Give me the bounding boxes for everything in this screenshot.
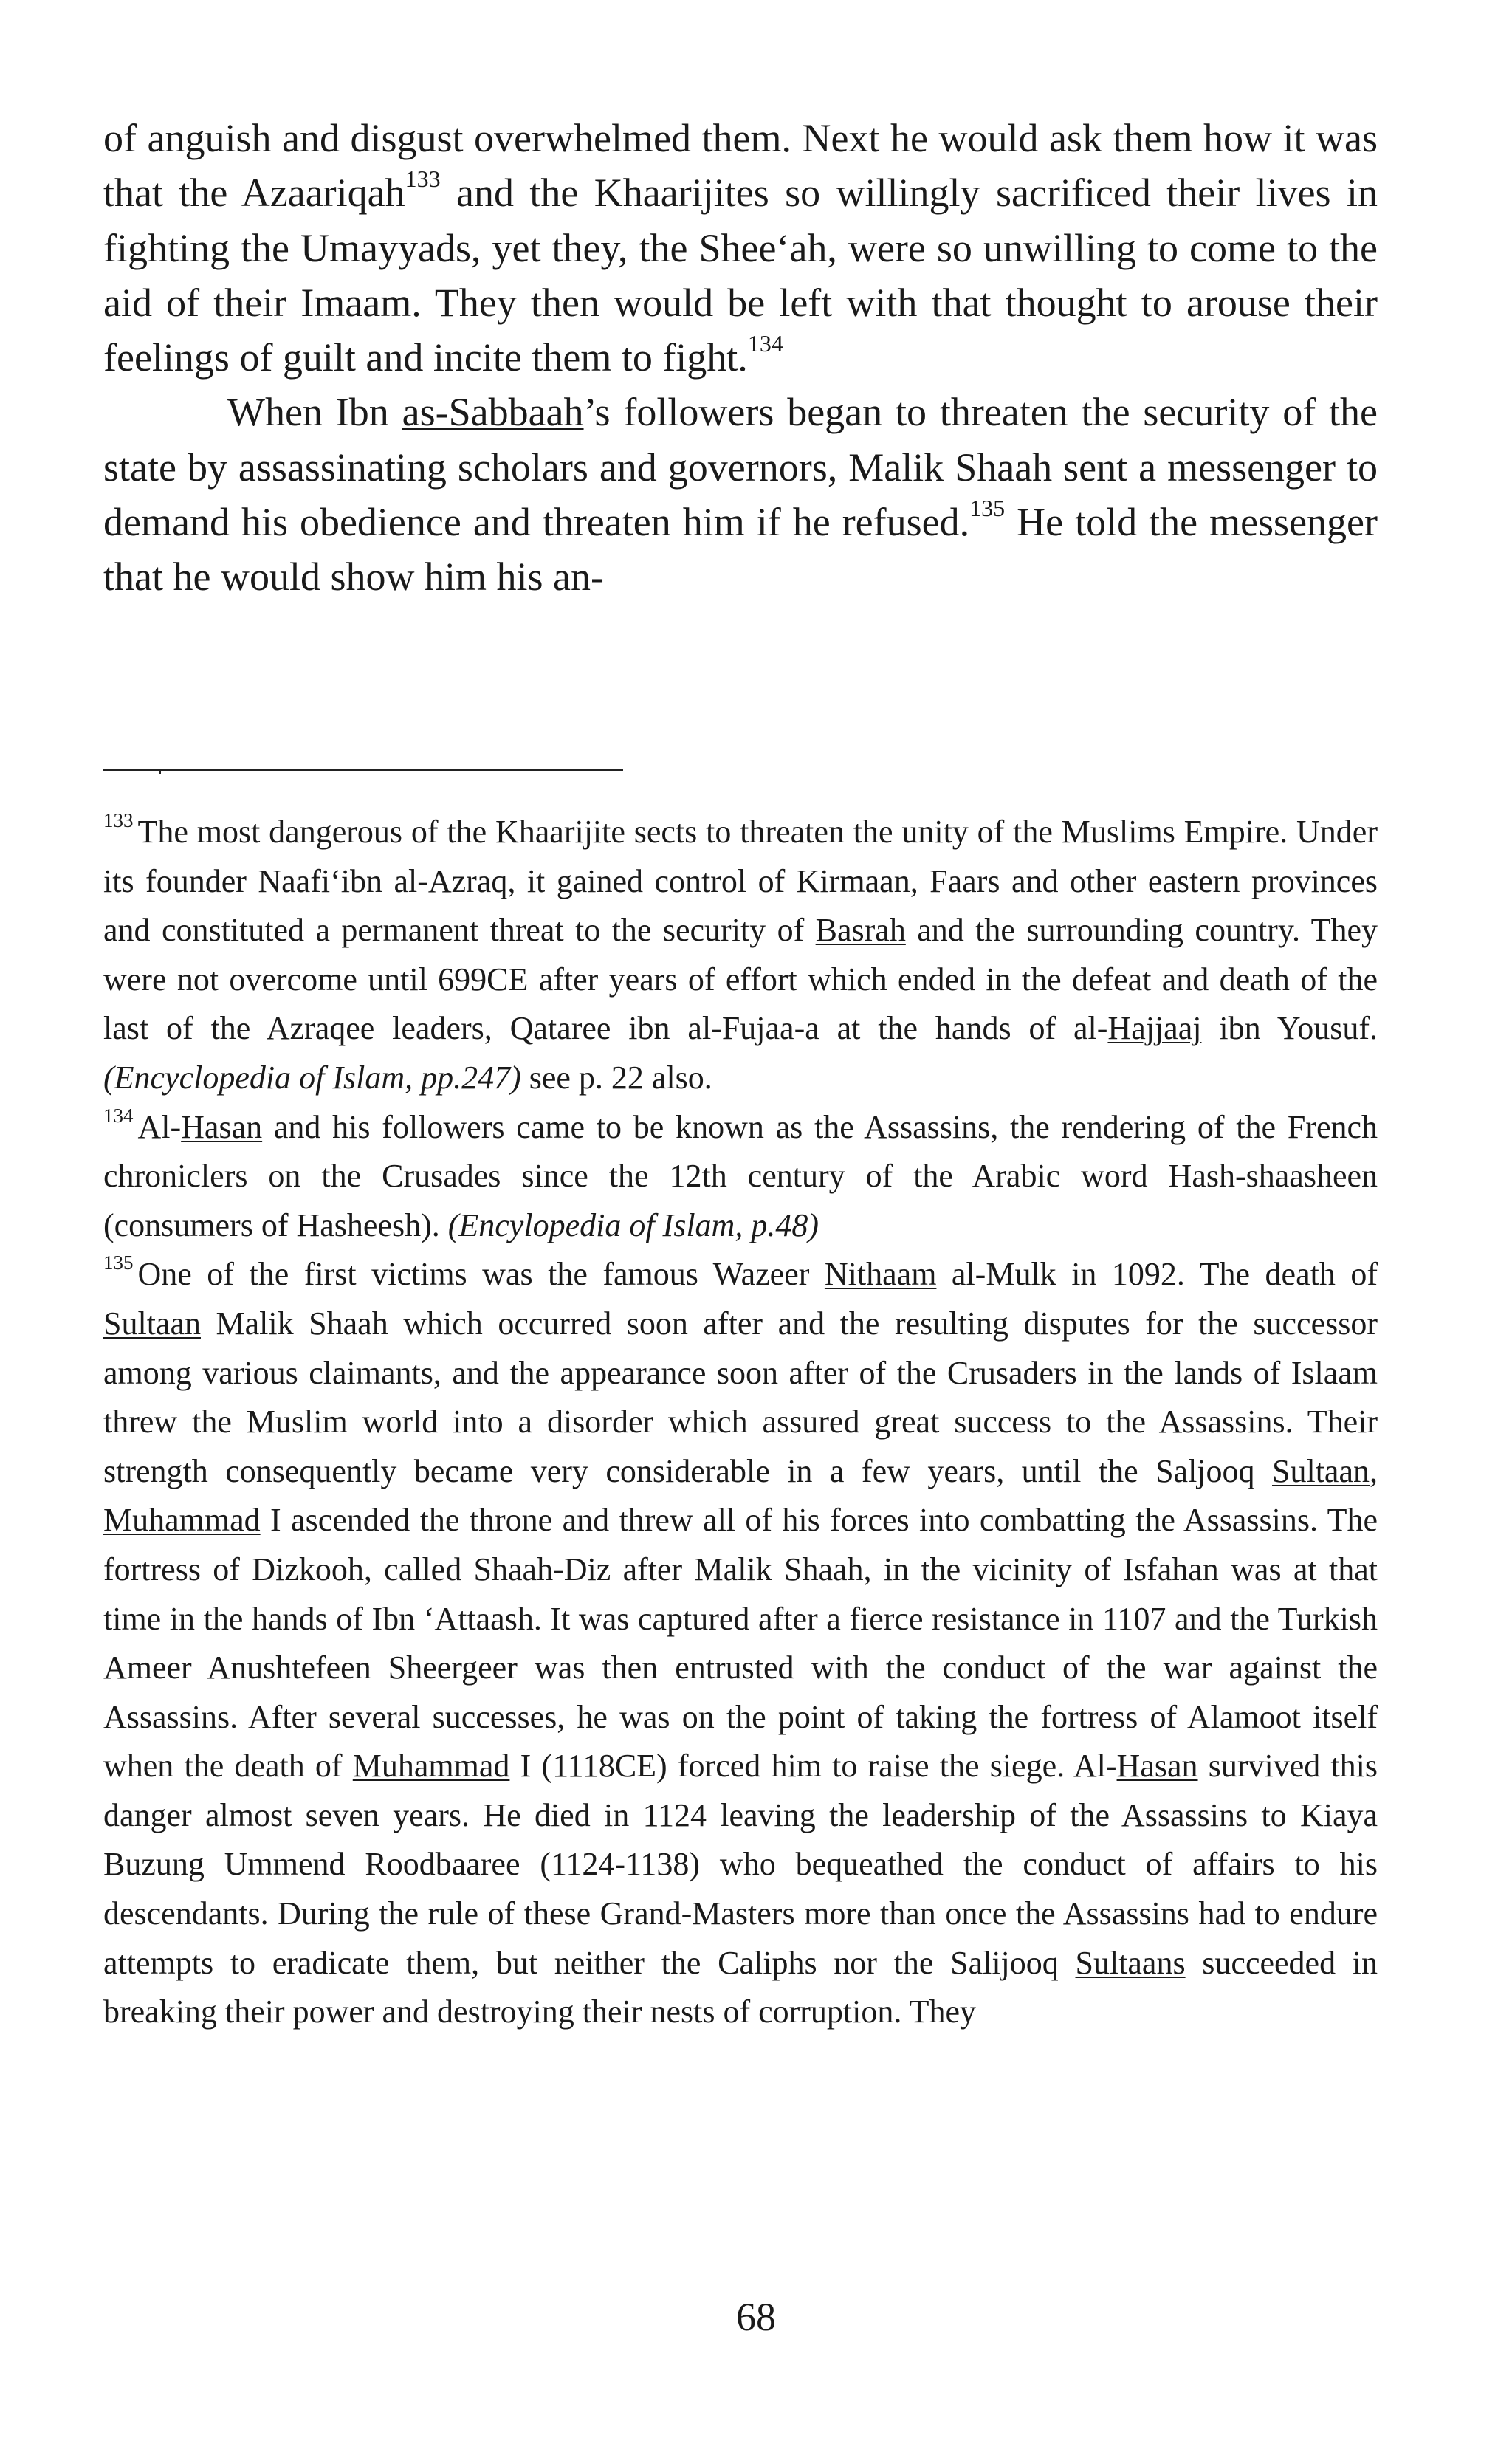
text-run: of anguish and disgust overwhelmed them. Next he would ask them how it was that the Azaariqah [103,116,1378,216]
text-run: succeeded in breaking their power and destroying their nests of corruption. They [103,1944,1378,2030]
footnote-ref-133[interactable]: 133 [405,165,441,193]
paragraph-2 [103,385,1378,604]
text-run: The most dangerous of the Khaarijite sects to threaten the unity of the Muslims Empire. Under its founder Naafi‘ibn al-Azraq, it gained control of Kirmaan, Faars and other eastern provinces and constituted a permanent threat to the security of [103,814,1378,949]
underlined-term: Muhammad [352,1748,510,1785]
paragraph-1 [103,111,1378,385]
text-run: ’s followers began to threaten the security of the state by assassinating scholars and governors, Malik Shaah sent a messenger to demand his obedience and threaten him if he refused. [103,390,1378,545]
text-run: He told the messenger that he would show him his an- [103,500,1378,600]
text-run: ibn Yousuf. [1201,1010,1378,1047]
divider-tick [159,770,161,774]
text-run: and the Khaarijites so willingly sacrificed their lives in fighting the Umayyads, yet they, the Shee‘ah, were so unwilling to come to the aid of their Imaam. They then would be left with that thought to arouse their feelings of guilt and incite them to fight. [103,171,1378,380]
text-run: and the surrounding country. They were not overcome until 699CE after years of effort which ended in the defeat and death of the last of the Azraqee leaders, Qataree ibn al-Fujaa-a at the hands of al- [103,912,1378,1047]
citation: (Encylopedia of Islam, p.48) [447,1206,819,1243]
citation: (Encyclopedia of Islam, pp.247) [103,1059,521,1096]
footnote-number: 135 [103,1251,134,1274]
underlined-term: Hasan [1116,1748,1198,1785]
underlined-term: Sultaan [103,1305,201,1342]
text-run: Malik Shaah which occurred soon after and the resulting disputes for the successor among various claimants, and the appearance soon after of the Crusaders in the lands of Islaam threw the Muslim world into a disorder which assured great success to the Assassins. Their strength consequently became very considerable in a few years, until the Saljooq [103,1305,1378,1489]
underlined-term: Sultaan [1272,1452,1370,1489]
text-run: One of the first victims was the famous Wazeer [137,1256,825,1293]
footnote-135 [103,1250,1378,2037]
underlined-term: Nithaam [824,1256,937,1293]
text-run: see p. 22 also. [520,1059,712,1096]
underlined-term: Hajjaaj [1107,1010,1202,1047]
text-run: al-Mulk in 1092. The death of [936,1256,1378,1293]
text-run: I (1118CE) forced him to raise the siege. Al- [509,1748,1117,1785]
text-run: and his followers came to be known as the Assassins, the rendering of the French chroniclers on the Crusades since the 12th century of the Arabic word Hash-shaasheen (consumers of Hasheesh). [103,1108,1378,1243]
text-run: , [1370,1452,1378,1489]
footnote-divider [103,769,623,771]
text-run: When Ibn [227,390,402,435]
underlined-term: Hasan [181,1108,263,1145]
page-body [103,111,1378,605]
footnote-number: 134 [103,1104,134,1127]
underlined-term: Basrah [815,912,906,949]
underlined-term: Muhammad [103,1502,261,1539]
footnote-133 [103,808,1378,1103]
page-number: 68 [736,2295,776,2339]
footnote-number: 133 [103,809,134,831]
text-run: Al- [137,1108,182,1145]
main-text [103,111,1378,605]
text-run: I ascended the throne and threw all of his forces into combatting the Assassins. The fortress of Dizkooh, called Shaah-Diz after Malik Shaah, in the vicinity of Isfahan was at that time in the hands of Ibn ‘Attaash. It was captured after a fierce resistance in 1107 and the Turkish Ameer Anushtefeen Sheergeer was then entrusted with the conduct of the war against the Assassins. After several successes, he was on the point of taking the fortress of Alamoot itself when the death of [103,1502,1378,1785]
footnote-ref-135[interactable]: 135 [969,495,1006,522]
name-as-sabbaah: as-Sabbaah [402,390,584,435]
footnotes [103,808,1378,2037]
underlined-term: Sultaans [1075,1944,1186,1981]
footnote-ref-134[interactable]: 134 [747,330,783,357]
text-run: survived this danger almost seven years. He died in 1124 leaving the leadership of the Assassins to Kiaya Buzung Ummend Roodbaaree (1124-1138) who bequeathed the conduct of affairs to his descendants. During the rule of these Grand-Masters more than once the Assassins had to endure attempts to eradicate them, but neither the Caliphs nor the Salijooq [103,1748,1378,1981]
footnote-134 [103,1103,1378,1251]
